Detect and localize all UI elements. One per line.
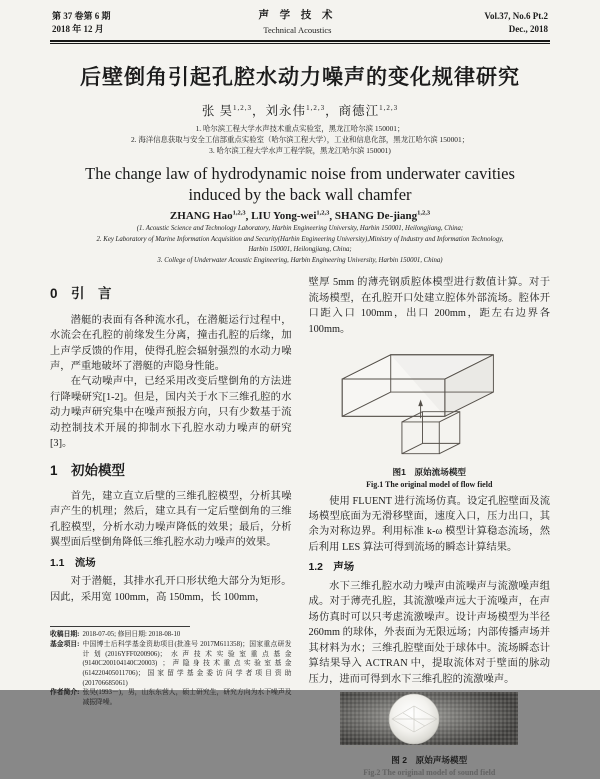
section1-1-paragraph-1-continued: 壁厚 5mm 的薄壳钢质腔体模型进行数值计算。对于流场模型，在孔腔开口处建立腔体外部流场。腔体开口距入口 100mm，出口 200mm，距左右边界各 100mm。: [308, 277, 550, 335]
intro-paragraph-1: 潜艇的表面有各种流水孔，在潜艇运行过程中，水流会在孔腔的前缘发生分离，撞击孔腔的后缘，加上声学反馈的作用，使得孔腔会辐射强烈的水动力噪声，严重地破坏了潜艇的声隐身性能。: [50, 314, 292, 373]
body-columns: [50, 275, 550, 778]
fig2-caption-cn: 图 2 原始声场模型: [391, 755, 468, 766]
affiliation-en-4: 3. College of Underwater Acoustic Engineering, Harbin Engineering University, Harbin 150001, China): [157, 256, 443, 264]
affiliation-en-3: Harbin 150001, Heilongjiang, China;: [248, 246, 352, 254]
title-en-line2: induced by the back wall chamfer: [188, 185, 412, 205]
affiliation-en-1: (1. Acoustic Science and Technology Laboratory, Harbin Engineering University, Harbin 150001, Heilongjiang, China;: [136, 225, 464, 233]
author-cn-2: 刘永伟$^{1,2,3}$: [265, 103, 326, 118]
footnote-block: [50, 626, 292, 707]
footnote-funding: [50, 640, 292, 688]
paper-title-en: [50, 163, 550, 206]
affiliation-en-2: 2. Key Laboratory of Marine Information Acquisition and Security(Harbin Engineering University),Ministry of Industry and Information Technology,: [96, 235, 504, 243]
footnote-text: 中国博士后科学基金资助项目(批准号 2017M611358)；国家重点研发计划(2016YFF0200906)；水声技术实验室重点基金(9140C200104140C20003) ；声隐身技术重点实验室基金(614220405011706)；国家留学基金委访问学者项目资助(201706685061): [82, 641, 292, 687]
section1-paragraph-1: 首先，建立直立后壁的三维孔腔模型，分析其噪声产生的机理；然后，建立具有一定后壁倒角的三维孔腔模型，分析水动力噪声降低的效果；最后，分析翼型面后壁倒角降低三维孔腔水动力噪声的效果。: [50, 490, 292, 549]
footnote-author-bio: [50, 688, 292, 707]
intro-paragraph-2: 在气动噪声中，已经采用改变后壁倒角的方法进行降噪研究[1-2]。但是，国内关于水下三维孔腔的水动力噪声研究集中在噪声预报方向，只有少数基于流动控制技术开展的抑制水下孔腔水动力噪声的研究[3]。: [50, 376, 292, 450]
author-sup: 1,2,3: [232, 209, 246, 217]
footnote-label: 作者简介:: [50, 689, 80, 697]
fig2-caption-en: Fig.2 The original model of sound field: [363, 768, 496, 778]
left-column: [50, 275, 292, 707]
fig1-wireframe-drawing: [331, 341, 527, 459]
author-separator: ,: [329, 210, 335, 223]
author-sup: 1,2,3: [379, 103, 399, 112]
footnote-text: 张昊(1993－)，男，山东东营人，硕士研究生，研究方向为水下噪声及减振降噪。: [82, 689, 292, 706]
fig1-caption-en: Fig.1 The original model of flow field: [366, 479, 493, 489]
section1-1-paragraph-1: 对于潜艇，其排水孔开口形状绝大部分为矩形。因此，采用宽 100mm，高 150mm，长 100mm，: [50, 576, 292, 603]
author-en-3: SHANG De-jiang$^{1,2,3}$: [334, 209, 431, 223]
footnote-text: 2018-07-05; 修回日期: 2018-08-10: [82, 631, 181, 639]
author-separator: ，: [252, 103, 266, 118]
date-line-cn: 2018 年 12 月: [52, 24, 104, 34]
journal-header: [50, 8, 550, 40]
section-heading-intro: 0 引 言: [50, 286, 112, 302]
author-sup: 1,2,3: [316, 209, 330, 217]
section-heading-1-2: 1.2 声场: [308, 562, 355, 574]
author-sup: 1,2,3: [417, 209, 431, 217]
figure-1: [309, 341, 551, 490]
journal-name: [258, 8, 336, 37]
author-sup: 1,2,3: [306, 103, 326, 112]
author-separator: ，: [325, 103, 339, 118]
section-heading-1: 1 初始模型: [50, 462, 126, 478]
section1-1-paragraph-2: 使用 FLUENT 进行流场仿真。设定孔腔壁面及流场模型底面为无滑移壁面，速度入口，压力出口，其余为对称边界。利用标准 k-ω 模型计算稳态流场，然后利用 LES 算法可得到流场的瞬态计算结果。: [308, 495, 550, 553]
journal-name-cn: 声 学 技 术: [258, 10, 337, 21]
author-en-2: LIU Yong-wei$^{1,2,3}$: [251, 209, 330, 223]
figure-2: [309, 692, 551, 779]
issue-line: 第 37 卷第 6 期: [52, 10, 111, 21]
authors-cn: [50, 101, 550, 119]
vol-line: Vol.37, No.6 Pt.2: [484, 10, 548, 21]
section-heading-1-1: 1.1 流场: [50, 557, 96, 569]
author-cn-3: 商德江$^{1,2,3}$: [338, 103, 399, 118]
affiliations-cn: [50, 123, 550, 156]
footnote-rule: [50, 626, 190, 627]
section1-2-paragraph-1: 水下三维孔腔水动力噪声由流噪声与流激噪声组成。对于薄壳孔腔，其流激噪声远大于流噪声，在声场仿真时可以只考虑流激噪声。设计声场模型为半径 260mm 的球体，外表面为无限远场；内部传播声场并其材料为水；三维孔腔壁面处于球体中。流场瞬态计算结果导入 ACTRAN 中，提取流体对于壁面的脉动压力，进而可得到水下三维孔腔的流激噪声。: [308, 580, 550, 685]
affiliation-cn-3: 3. 哈尔滨工程大学水声工程学院，黑龙江哈尔滨 150001): [209, 145, 391, 155]
affiliation-cn-1: 1. 哈尔滨工程大学水声技术重点实验室，黑龙江哈尔滨 150001；: [195, 123, 405, 133]
author-sup: 1,2,3: [233, 103, 253, 112]
author-cn-1: 张 昊$^{1,2,3}$: [201, 103, 253, 118]
journal-vol-en: [484, 10, 548, 37]
paper-title-cn: 后壁倒角引起孔腔水动力噪声的变化规律研究: [80, 65, 520, 89]
footnote-received: [50, 630, 292, 640]
affiliation-cn-2: 2. 海洋信息获取与安全工信部重点实验室（哈尔滨工程大学），工业和信息化部，黑龙江哈尔滨 150001；: [130, 134, 470, 144]
footnote-label: 收稿日期:: [50, 631, 80, 639]
journal-issue-cn: [52, 10, 111, 37]
authors-en: [50, 210, 550, 223]
footnote-label: 基金项目:: [50, 641, 80, 648]
fig1-caption-cn: 图1 原始流场模型: [392, 466, 467, 477]
right-column: [308, 275, 551, 778]
affiliations-en: [50, 224, 550, 266]
title-en-line1: The change law of hydrodynamic noise from underwater cavities: [85, 163, 515, 183]
author-separator: ,: [245, 210, 252, 223]
header-double-rule: [50, 40, 550, 44]
journal-name-en: Technical Acoustics: [263, 24, 332, 35]
author-en-1: ZHANG Hao$^{1,2,3}$: [169, 209, 246, 223]
date-line-en: Dec., 2018: [508, 24, 548, 34]
fig2-sound-field-image: [340, 692, 518, 748]
